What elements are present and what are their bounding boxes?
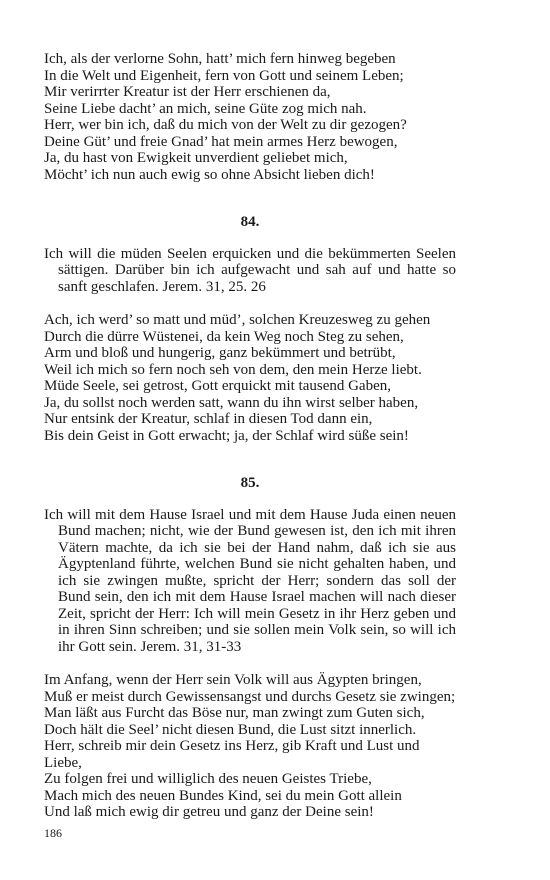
poem-line: Durch die dürre Wüstenei, da kein Weg noch Steg zu sehen, (44, 328, 404, 345)
poem-line: Weil ich mich so fern noch seh von dem, den mein Herze liebt. (44, 361, 422, 378)
poem-83 (44, 51, 456, 183)
poem-line: Ja, du hast von Ewigkeit unverdient geliebet mich, (44, 150, 348, 166)
poem-line: Nur entsink der Kreatur, schlaf in diesen Tod dann ein, (44, 411, 373, 427)
poem-line: Ach, ich werd’ so matt und müd’, solchen Kreuzesweg zu gehen (44, 312, 431, 328)
bible-motto-84: Ich will die müden Seelen erquicken und die bekümmerten Seelen sättigen. Darüber bin ich aufgewacht und sah auf und hatte so sanft geschlafen. Jerem. 31, 25. 26 (44, 245, 456, 295)
poem-line: Und laß mich ewig dir getreu und ganz der Deine sein! (44, 804, 374, 820)
poem-line: Muß er meist durch Gewissensangst und durchs Gesetz sie zwingen; (44, 688, 456, 705)
poem-line: Man läßt aus Furcht das Böse nur, man zwingt zum Guten sich, (44, 705, 425, 721)
poem-85 (44, 672, 456, 821)
page-body (44, 51, 456, 821)
poem-line: Deine Güt’ und freie Gnad’ hat mein armes Herz bewogen, (44, 133, 398, 150)
poem-line: Müde Seele, sei getrost, Gott erquickt mit tausend Gaben, (44, 378, 391, 394)
bible-motto-85: Ich will mit dem Hause Israel und mit dem Hause Juda einen neuen Bund machen; nicht, wie der Bund gewesen ist, den ich mit ihren Vätern machte, da ich sie bei der Hand nahm, daß ich sie aus Ägyptenland führte, welchen Bund sie nicht gehalten haben, und ich sie zwingen mußte, spricht der Herr; sondern das soll der Bund sein, den ich mit dem Hause Israel machen will nach dieser Zeit, spricht der Herr: Ich will mein Gesetz in ihr Herz geben und in ihren Sinn schreiben; und sie sollen mein Volk sein, so will ich ihr Gott sein. Jerem. 31, 31-33 (44, 506, 456, 655)
poem-line: Bis dein Geist in Gott erwacht; ja, der Schlaf wird süße sein! (44, 427, 409, 444)
poem-line: Arm und bloß und hungerig, ganz bekümmert und betrübt, (44, 345, 396, 361)
poem-line: Zu folgen frei und williglich des neuen Geistes Triebe, (44, 771, 372, 787)
section-number-84: 84. (240, 214, 260, 230)
page-number: 186 (44, 826, 62, 840)
poem-line: Möcht’ ich nun auch ewig so ohne Absicht lieben dich! (44, 166, 375, 183)
poem-line: Seine Liebe dacht’ an mich, seine Güte zog mich nah. (44, 100, 367, 117)
poem-line: Mir verirrter Kreatur ist der Herr erschienen da, (44, 84, 331, 100)
poem-line: Herr, schreib mir dein Gesetz ins Herz, gib Kraft und Lust und Liebe, (44, 738, 420, 771)
poem-line: Herr, wer bin ich, daß du mich von der Welt zu dir gezogen? (44, 117, 407, 133)
poem-line: In die Welt und Eigenheit, fern von Gott und seinem Leben; (44, 67, 404, 84)
poem-line: Doch hält die Seel’ nicht diesen Bund, die Lust sitzt innerlich. (44, 721, 417, 738)
poem-line: Im Anfang, wenn der Herr sein Volk will aus Ägypten bringen, (44, 672, 422, 688)
poem-line: Mach mich des neuen Bundes Kind, sei du mein Gott allein (44, 787, 402, 804)
section-number-85: 85. (240, 475, 260, 491)
poem-84 (44, 312, 456, 444)
poem-line: Ich, als der verlorne Sohn, hatt’ mich fern hinweg begeben (44, 51, 396, 67)
poem-line: Ja, du sollst noch werden satt, wann du ihn wirst selber haben, (44, 394, 419, 411)
